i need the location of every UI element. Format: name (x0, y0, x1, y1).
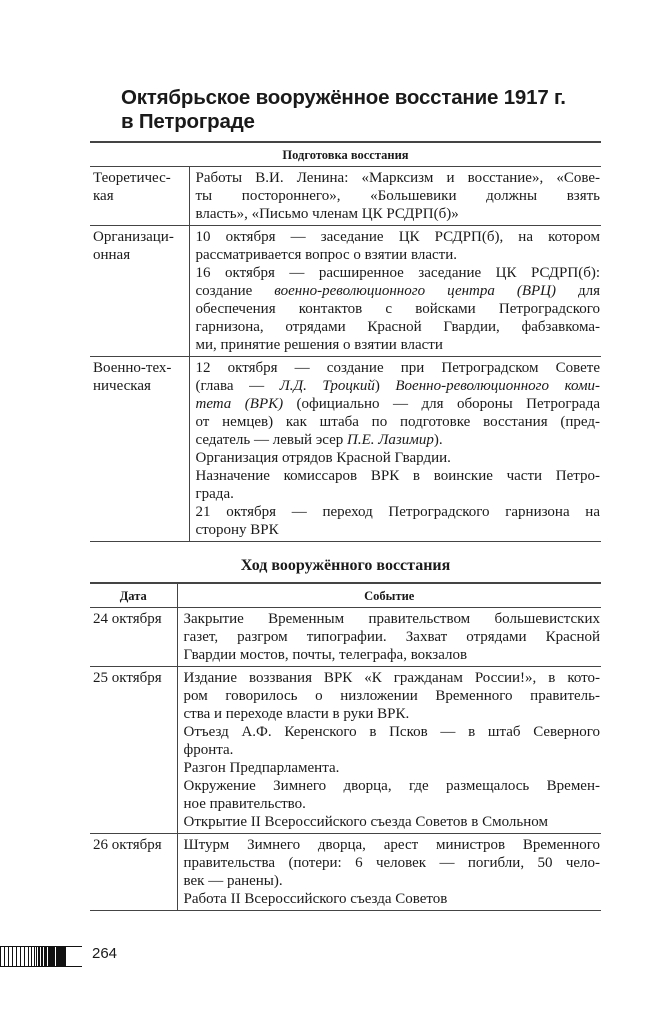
text-segment: Работа II Всероссийского съезда Советов (183, 891, 448, 907)
content-line (196, 169, 601, 187)
text-segment: седатель — левый эсер (195, 432, 348, 448)
content-line (184, 646, 601, 664)
content-line (196, 282, 601, 300)
content-line (196, 503, 601, 521)
content-paragraph (184, 813, 601, 831)
italic-term: военно-революционного центра (ВРЦ) (274, 283, 556, 299)
row-content (189, 167, 601, 226)
content-line (196, 395, 601, 413)
title-line: Октябрьское вооружённое восстание 1917 г. (121, 86, 566, 109)
text-segment: создание (195, 283, 275, 299)
text-segment: Издание воззвания ВРК «К гражданам России!», в кото- (183, 670, 600, 686)
content-line (196, 205, 601, 223)
row-label-line: 24 октября (93, 611, 162, 627)
content-paragraph (184, 777, 601, 813)
table-row (90, 357, 601, 542)
row-content (177, 667, 601, 834)
text-segment: ром говорилось о низложении Временного правитель- (183, 688, 600, 704)
content-line (184, 705, 601, 723)
page-content (90, 86, 601, 911)
text-segment: Разгон Предпарламента. (183, 760, 340, 776)
row-label-line: Организаци- (93, 229, 174, 245)
table-row (90, 608, 601, 667)
table-row (90, 834, 601, 911)
content-line (184, 669, 601, 687)
text-segment: век — ранены). (183, 873, 283, 889)
text-segment: ми, принятие решения о взятии власти (195, 337, 443, 353)
content-paragraph (196, 467, 601, 503)
preparation-table-header: Подготовка восстания (90, 142, 601, 167)
text-segment: сторону ВРК (195, 522, 279, 538)
text-segment: рассматривается вопрос о взятии власти. (195, 247, 457, 263)
content-line (184, 836, 601, 854)
italic-term: Военно-революционного коми- (395, 378, 601, 394)
content-paragraph (196, 359, 601, 449)
italic-term: тета (ВРК) (195, 396, 284, 412)
column-header-date: Дата (90, 583, 177, 608)
content-line (196, 336, 601, 354)
content-line (184, 813, 601, 831)
text-segment: Открытие II Всероссийского съезда Советов в Смольном (183, 814, 548, 830)
content-paragraph (184, 836, 601, 890)
title-line: в Петрограде (121, 110, 255, 133)
text-segment: обеспечения контактов с войсками Петроградского (195, 301, 600, 317)
content-line (196, 187, 601, 205)
content-line (184, 777, 601, 795)
row-content (189, 357, 601, 542)
page-title (121, 86, 601, 134)
text-segment: фронта. (183, 742, 234, 758)
row-label (90, 667, 177, 834)
row-label-line: 26 октября (93, 837, 162, 853)
barcode-bar (60, 947, 66, 966)
text-segment: ное правительство. (183, 796, 306, 812)
row-label-line: ническая (93, 378, 151, 394)
table-row (90, 167, 601, 226)
row-label (90, 226, 189, 357)
text-segment: ). (433, 432, 443, 448)
course-table-title: Ход вооружённого восстания (240, 557, 451, 574)
page-edge-barcode-decoration (0, 946, 82, 967)
column-header-event: Событие (177, 583, 601, 608)
text-segment: (официально — для обороны Петрограда (283, 396, 600, 412)
content-line (196, 246, 601, 264)
text-segment: Закрытие Временным правительством большевистских (183, 611, 600, 627)
table-row (90, 667, 601, 834)
content-paragraph (196, 169, 601, 223)
content-paragraph (184, 759, 601, 777)
row-label (90, 834, 177, 911)
row-content (189, 226, 601, 357)
text-segment: 12 октября — создание при Петроградском Совете (195, 360, 600, 376)
row-label (90, 357, 189, 542)
course-table (90, 582, 601, 911)
content-line (196, 228, 601, 246)
text-segment: от немцев) как штаба по подготовке восстания (пред- (195, 414, 600, 430)
content-line (196, 413, 601, 431)
text-segment: гарнизона, отрядами Красной Гвардии, фабзавкома- (195, 319, 600, 335)
content-line (196, 449, 601, 467)
content-line (196, 300, 601, 318)
text-segment: газет, разгром типографии. Захват отрядами Красной (183, 629, 600, 645)
content-line (184, 687, 601, 705)
content-line (196, 359, 601, 377)
content-line (196, 318, 601, 336)
text-segment: ства и переходе власти в руки ВРК. (183, 706, 410, 722)
content-paragraph (196, 228, 601, 264)
text-segment: Штурм Зимнего дворца, арест министров Временного (183, 837, 600, 853)
text-segment: Организация отрядов Красной Гвардии. (195, 450, 451, 466)
content-line (184, 854, 601, 872)
content-paragraph (184, 890, 601, 908)
content-line (196, 521, 601, 539)
italic-term: П.Е. Лазимир (347, 432, 434, 448)
table-row (90, 226, 601, 357)
content-paragraph (196, 449, 601, 467)
content-line (184, 610, 601, 628)
text-segment: правительства (потери: 6 человек — погибли, 50 чело- (183, 855, 600, 871)
row-label-line: Теоретичес- (93, 170, 171, 186)
preparation-table (90, 141, 601, 542)
content-line (184, 628, 601, 646)
row-content (177, 834, 601, 911)
content-line (196, 431, 601, 449)
italic-term: Л.Д. Троцкий (279, 378, 375, 394)
content-paragraph (184, 610, 601, 664)
content-line (184, 741, 601, 759)
content-paragraph (196, 264, 601, 354)
text-segment: Работы В.И. Ленина: «Марксизм и восстание», «Сове- (195, 170, 600, 186)
content-line (184, 723, 601, 741)
row-label (90, 608, 177, 667)
text-segment: власть», «Письмо членам ЦК РСДРП(б)» (195, 206, 459, 222)
content-line (184, 759, 601, 777)
row-content (177, 608, 601, 667)
text-segment: 16 октября — расширенное заседание ЦК РСДРП(б): (195, 265, 600, 281)
content-line (196, 467, 601, 485)
row-label-line: Военно-тех- (93, 360, 172, 376)
content-line (184, 872, 601, 890)
content-paragraph (184, 669, 601, 723)
content-line (196, 485, 601, 503)
text-segment: Окружение Зимнего дворца, где размещалось Времен- (183, 778, 600, 794)
content-line (184, 890, 601, 908)
text-segment: Назначение комиссаров ВРК в воинские части Петро- (195, 468, 600, 484)
text-segment: Отъезд А.Ф. Керенского в Псков — в штаб Северного (183, 724, 600, 740)
text-segment: (глава — (195, 378, 280, 394)
content-paragraph (196, 503, 601, 539)
page-number: 264 (92, 945, 118, 962)
row-label (90, 167, 189, 226)
content-line (196, 264, 601, 282)
text-segment: 10 октября — заседание ЦК РСДРП(б), на котором (195, 229, 600, 245)
text-segment: ты постороннего», «Большевики должны взять (195, 188, 600, 204)
text-segment: ) (374, 378, 396, 394)
text-segment: Гвардии мостов, почты, телеграфа, вокзалов (183, 647, 468, 663)
row-label-line: 25 октября (93, 670, 162, 686)
text-segment: 21 октября — переход Петроградского гарнизона на (195, 504, 600, 520)
row-label-line: онная (93, 247, 131, 263)
text-segment: града. (195, 486, 234, 502)
row-label-line: кая (93, 188, 114, 204)
content-line (184, 795, 601, 813)
text-segment: для (556, 283, 600, 299)
content-paragraph (184, 723, 601, 759)
content-line (196, 377, 601, 395)
